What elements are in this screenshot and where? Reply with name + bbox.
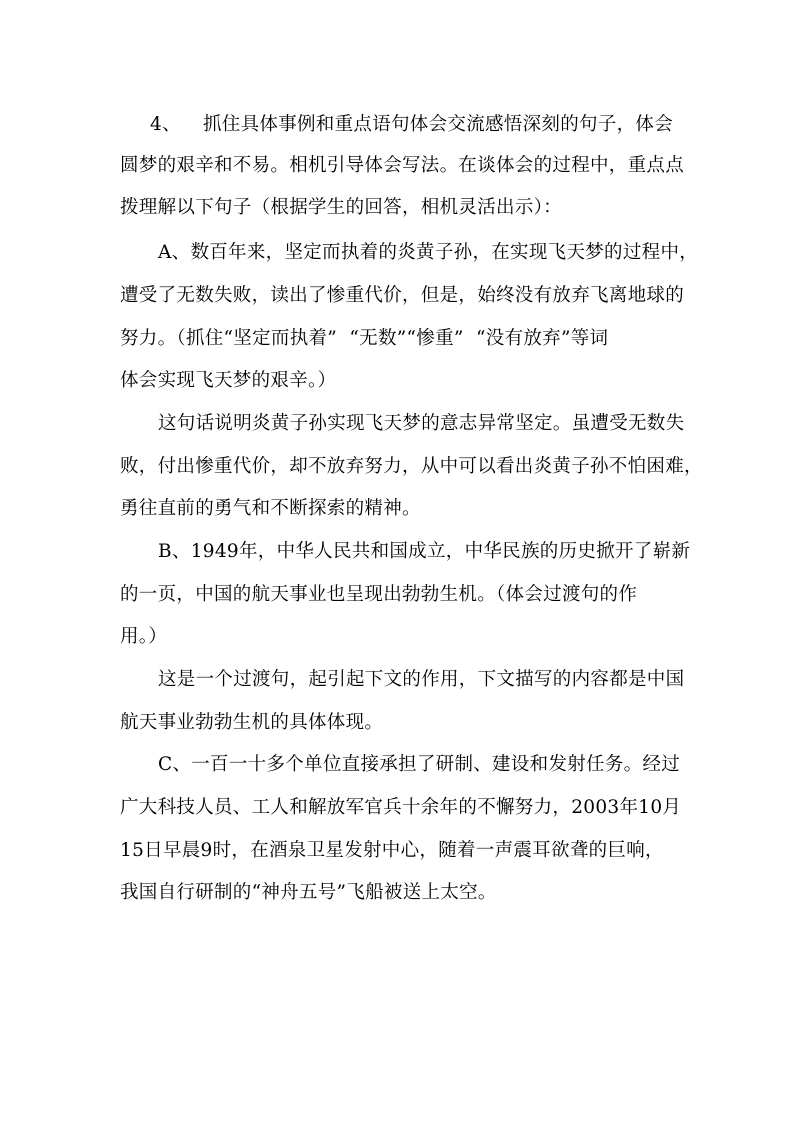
paragraph-line: 拨理解以下句子（根据学生的回答，相机灵活出示）： [120, 197, 562, 218]
paragraph-line: A、数百年来，坚定而执着的炎黄子孙，在实现飞天梦的过程中， [158, 242, 699, 263]
paragraph-line: 遭受了无数失败，读出了惨重代价，但是，始终没有放弃飞离地球的 [120, 285, 685, 306]
paragraph-line: C、一百一十多个单位直接承担了研制、建设和发射任务。经过 [158, 754, 681, 775]
item-number: 4、 [150, 114, 181, 135]
paragraph-line: 努力。（抓住“坚定而执着” “无数”“惨重” “没有放弃”等词 [120, 328, 609, 349]
paragraph-line: 我国自行研制的“神舟五号”飞船被送上太空。 [120, 882, 497, 903]
paragraph-line: 勇往直前的勇气和不断探索的精神。 [120, 498, 421, 519]
paragraph-line: 败，付出惨重代价，却不放弃努力，从中可以看出炎黄子孙不怕困难， [120, 456, 703, 477]
paragraph-line: 这是一个过渡句，起引起下文的作用，下文描写的内容都是中国 [158, 669, 685, 690]
paragraph-line: 15日早晨9时，在酒泉卫星发射中心，随着一声震耳欲聋的巨响， [120, 840, 664, 861]
paragraph-line: 体会实现飞天梦的艰辛。） [120, 370, 337, 391]
paragraph-line: 圆梦的艰辛和不易。相机引导体会写法。在谈体会的过程中，重点点 [120, 155, 685, 176]
paragraph-line: 航天事业勃勃生机的具体体现。 [120, 712, 384, 733]
paragraph-line: 这句话说明炎黄子孙实现飞天梦的意志异常坚定。虽遭受无数失 [158, 413, 685, 434]
paragraph-line: B、1949年，中华人民共和国成立，中华民族的历史掀开了崭新 [158, 541, 691, 562]
paragraph-line: 广大科技人员、工人和解放军官兵十余年的不懈努力，2003年10月 [120, 797, 682, 818]
paragraph-line: 抓住具体事例和重点语句体会交流感悟深刻的句子，体会 [203, 114, 674, 135]
paragraph-line: 用。） [120, 626, 168, 647]
paragraph-line: 的一页，中国的航天事业也呈现出勃勃生机。（体会过渡句的作 [120, 584, 638, 605]
